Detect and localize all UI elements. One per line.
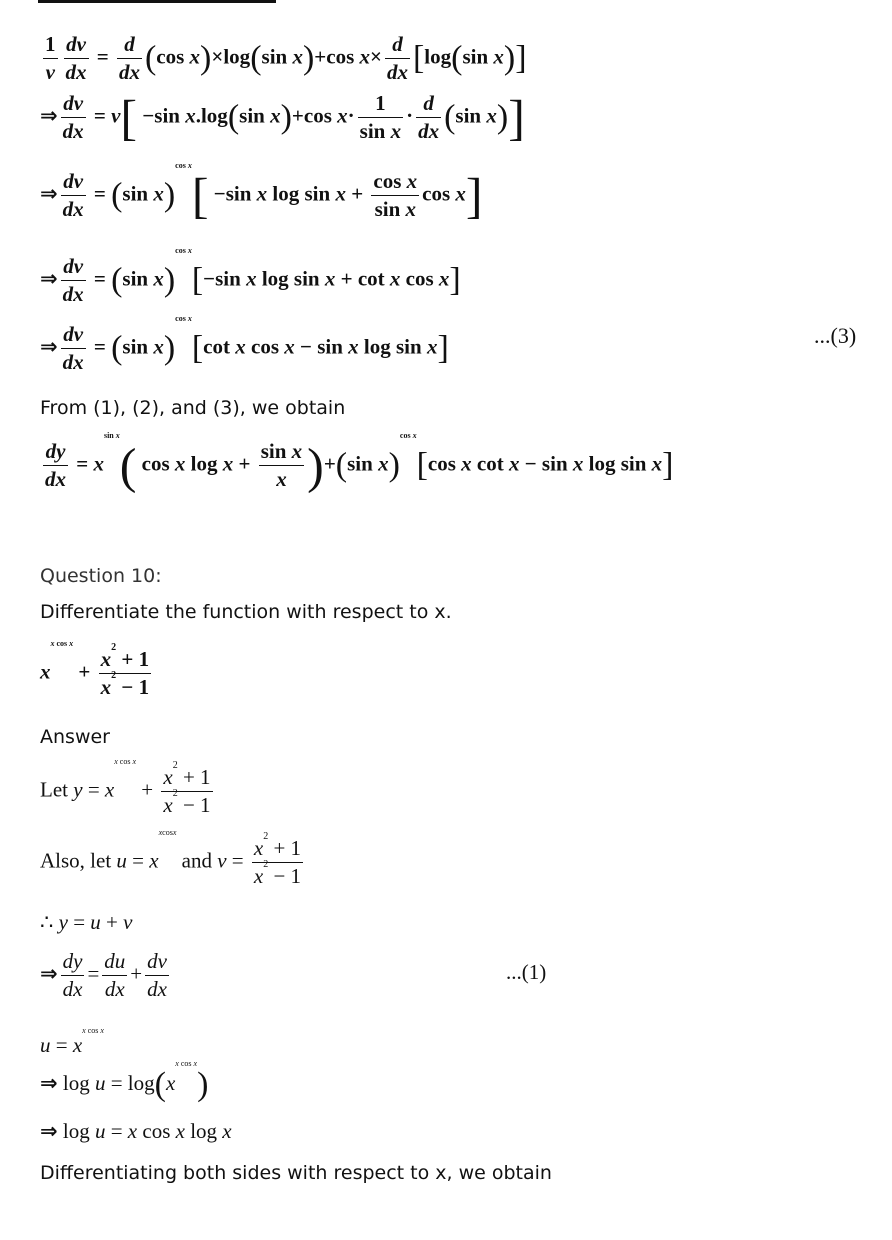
math-line-1: $\frac{1}{v}$ $\frac{dv}{dx}$ = $\frac{d}{dx}$ (cos x)×log(sin x)+cos x× $\frac{d}{dx}$ [log(sin x)] <box>45 32 527 85</box>
u-def-line: $u = x^{x cos x}$ <box>40 1026 104 1057</box>
also-let-text: Also, let <box>40 848 112 873</box>
top-rule <box>38 0 276 3</box>
and-text: and <box>181 848 212 873</box>
log-u-line-1: ⇒ $\log u = \log(x^{x cos x})$ <box>40 1059 209 1103</box>
log-u-line-2: ⇒ log u = x cos x log x <box>40 1119 232 1143</box>
question-text: Differentiate the function with respect to x. <box>40 601 452 623</box>
math-line-4: ⇒ $\frac{dv}{dx}$ = (sin x)$^{cos x}$[−sin x log sin x + cot x cos x] <box>40 246 461 307</box>
therefore-line: ∴ y = u + v <box>40 910 133 934</box>
math-line-3: ⇒ $\frac{dv}{dx}$ = (sin x)$^{cos x}$[ −sin x log sin x + $\frac{\text{cos x}}{\text{sin x}}$ cos x] <box>40 161 483 224</box>
let-text: Let <box>40 777 68 802</box>
derivative-sum-line: ⇒ $\frac{dy}{dx}$ = $\frac{du}{dx}$ + $\frac{dv}{dx}$ <box>40 949 167 1002</box>
math-line-2: ⇒ $\frac{dv}{dx}$ = v[ −sin x.log(sin x)+cos x· $\frac{1}{\text{sin x}}$ · $\frac{d}{dx}$ (sin x)] <box>40 89 525 146</box>
math-result: $\frac{dy}{dx}$ = $x^{sin x}$( cos x log x + $\frac{\text{sin x}}{x}$ )+(sin x)$^{cos x}$[cos x cot x − sin x log sin x] <box>45 431 674 494</box>
answer-label: Answer <box>40 726 110 748</box>
equation-number-3: ...(3) <box>814 323 857 348</box>
question-label: Question 10: <box>40 565 162 587</box>
math-line-5: ⇒ $\frac{dv}{dx}$ = (sin x)$^{cos x}$[cot x cos x − sin x log sin x] <box>40 314 449 375</box>
equation-number-1: ...(1) <box>506 960 547 984</box>
question-function: $x^{x cos x}$ + $\frac{x^2 + 1}{x^2 - 1}$ <box>40 639 150 700</box>
from-text: From (1), (2), and (3), we obtain <box>40 397 346 419</box>
let-y-line: Let $y = x^{x cos x}$ + $\frac{x^2 + 1}{x^2 - 1}$ <box>40 757 211 818</box>
final-text: Differentiating both sides with respect to x, we obtain <box>40 1162 552 1184</box>
also-let-line: Also, let $u = x^{xcosx}$ and v = $\frac{x^2 + 1}{x^2 - 1}$ <box>40 828 302 889</box>
